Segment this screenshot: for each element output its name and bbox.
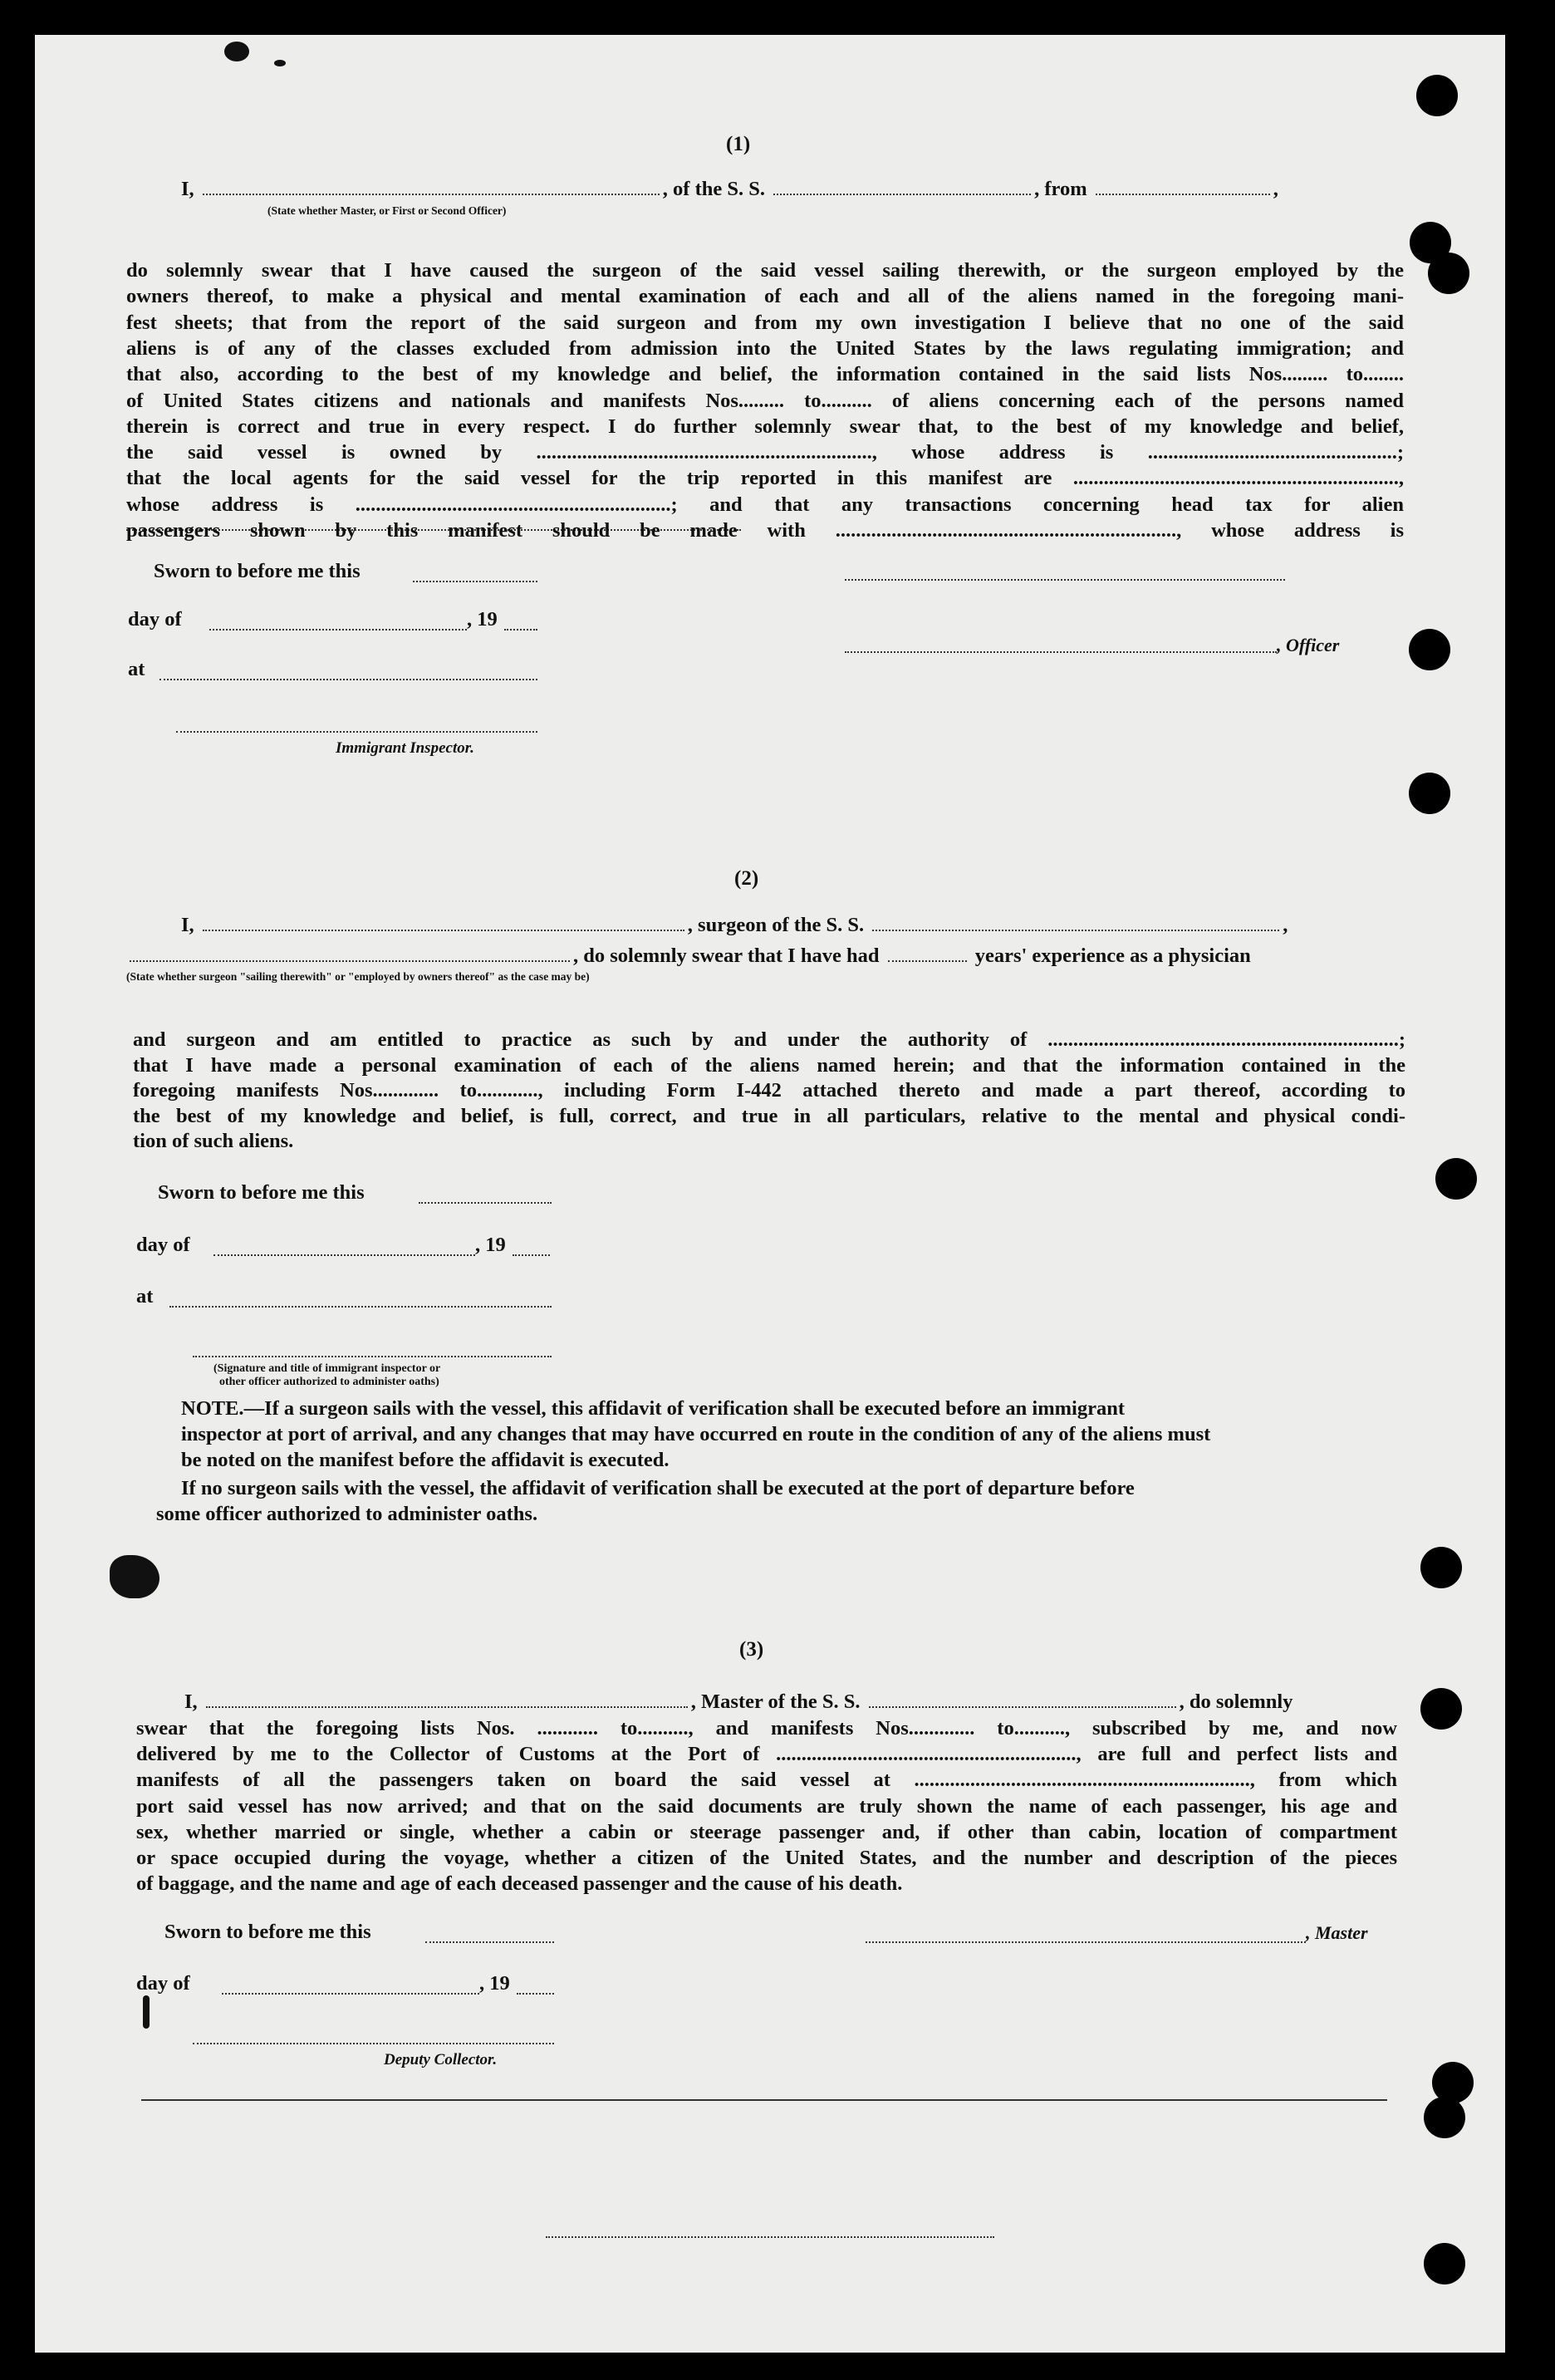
- vessel-name-field[interactable]: [869, 1693, 1176, 1708]
- text-I: I,: [181, 178, 194, 200]
- punch-hole: [1435, 1158, 1477, 1200]
- year-label: , 19: [467, 608, 498, 631]
- oath-text-line: whose address is ..............................................................; and that any transactions concerning head tax for alien: [126, 493, 1404, 516]
- punch-hole: [1416, 75, 1458, 116]
- master-oath-text-line: or space occupied during the voyage, whether a citizen of the United States, and the number and description of the pieces: [136, 1847, 1397, 1869]
- punch-hole: [1424, 2097, 1465, 2138]
- surgeon-caption: (State whether surgeon "sailing therewith" or "employed by owners thereof" as the case may be): [126, 970, 590, 983]
- section-number: (1): [726, 133, 751, 155]
- master-oath-text-line: of baggage, and the name and age of each deceased passenger and the cause of his death.: [136, 1872, 903, 1896]
- bleed-through-text: [184, 135, 199, 163]
- inspector-signature-line[interactable]: [176, 731, 537, 733]
- sworn-date-field[interactable]: [425, 1941, 554, 1943]
- year-field[interactable]: [513, 1254, 550, 1256]
- inspector-label: Immigrant Inspector.: [336, 739, 474, 757]
- text-master-of-ss: , Master of the S. S.: [690, 1691, 861, 1713]
- day-of-label: day of: [128, 608, 182, 631]
- section-number: (3): [739, 1638, 764, 1661]
- master-oath-text-line: swear that the foregoing lists Nos. ............ to.........., and manifests Nos............. to.........., subscribed by me, and now: [136, 1717, 1397, 1740]
- oath-text-line: therein is correct and true in every respect. I do further solemnly swear that, to the best of my knowledge and belief,: [126, 415, 1404, 438]
- surgeon-oath-text-line: tion of such aliens.: [133, 1130, 294, 1152]
- master-oath-text-line: manifests of all the passengers taken on board the said vessel at .................................................................., from which: [136, 1769, 1397, 1792]
- surgeon-type-field[interactable]: [130, 947, 570, 962]
- oath-text-line: fest sheets; that from the report of the said surgeon and from my own investigation I believe that no one of the said: [126, 311, 1404, 334]
- year-field[interactable]: [504, 629, 537, 631]
- day-of-label: day of: [136, 1234, 190, 1256]
- day-of-label: day of: [136, 1972, 190, 1995]
- surgeon-oath-text-line: foregoing manifests Nos............. to............, including Form I-442 attached thereto and made a part thereof, according to: [133, 1079, 1405, 1102]
- vessel-name-field[interactable]: [773, 180, 1031, 195]
- note2-paragraph-line: some officer authorized to administer oaths.: [156, 1503, 538, 1525]
- note-paragraph-line: inspector at port of arrival, and any changes that may have occurred en route in the condition of any of the aliens must: [181, 1423, 1211, 1445]
- at-label: at: [136, 1285, 154, 1308]
- note-paragraph-line: [181, 1397, 1125, 1421]
- text-I: I,: [181, 914, 194, 936]
- surgeon-line: I, , surgeon of the S. S. ,: [181, 914, 1288, 936]
- bottom-rule: [141, 2099, 1387, 2101]
- section-number: (2): [734, 867, 759, 890]
- oath-text-line: that the local agents for the said vessel for the trip reported in this manifest are ................................................................,: [126, 467, 1404, 490]
- master-name-field[interactable]: [206, 1693, 688, 1708]
- years-field[interactable]: [888, 947, 967, 962]
- punch-hole: [1420, 1547, 1462, 1588]
- ink-spot: [143, 1995, 150, 2029]
- oath-text-line: aliens is of any of the classes excluded from admission into the United States by the laws regulating immigration; and: [126, 336, 1404, 360]
- text-do-solemnly: , do solemnly: [1179, 1691, 1293, 1713]
- surgeon-oath-text-line: and surgeon and am entitled to practice as such by and under the authority of .....................................................................;: [133, 1028, 1405, 1051]
- sworn-date-field[interactable]: [413, 581, 537, 582]
- collector-label: Deputy Collector.: [384, 2051, 498, 2068]
- punch-hole: [1420, 1688, 1462, 1730]
- sworn-label: Sworn to before me this: [164, 1921, 371, 1943]
- oath-text-line: the said vessel is owned by .................................................................., whose address is .................................................;: [126, 441, 1404, 464]
- inspector-signature-line[interactable]: [193, 1356, 552, 1357]
- note-paragraph-line: be noted on the manifest before the affidavit is executed.: [181, 1449, 670, 1471]
- day-field[interactable]: [213, 1254, 475, 1256]
- bottom-dotted-line: [546, 2236, 994, 2238]
- text-years: years' experience as a physician: [974, 945, 1251, 967]
- punch-hole: [1409, 773, 1450, 814]
- oath-text-line: do solemnly swear that I have caused the surgeon of the said vessel sailing therewith, or the surgeon employed by the: [126, 259, 1404, 282]
- sig-caption-line-1: (Signature and title of immigrant inspector or: [213, 1362, 441, 1375]
- oath-text-line: that also, according to the best of my knowledge and belief, the information contained in the said lists Nos......... to........: [126, 363, 1404, 386]
- sig-caption-line-2: other officer authorized to administer oaths): [219, 1376, 439, 1388]
- surgeon-oath-text-line: the best of my knowledge and belief, is full, correct, and true in all particulars, relative to the mental and physical condi-: [133, 1104, 1405, 1127]
- note2-paragraph-line: If no surgeon sails with the vessel, the affidavit of verification shall be executed at the port of departure before: [181, 1477, 1135, 1499]
- text-of-ss: , of the S. S.: [662, 178, 765, 200]
- collector-signature-line[interactable]: [193, 2043, 554, 2044]
- text-I: I,: [184, 1691, 198, 1713]
- sworn-label: Sworn to before me this: [158, 1181, 365, 1204]
- officer-label: , Officer: [1277, 635, 1340, 655]
- oath-text-line: of United States citizens and nationals and manifests Nos......... to.......... of aliens concerning each of the persons named: [126, 389, 1404, 412]
- ink-spot: [110, 1555, 159, 1598]
- surgeon-name-field[interactable]: [203, 916, 684, 931]
- at-field[interactable]: [169, 1306, 552, 1308]
- master-line: [184, 1691, 1391, 1714]
- ink-spot: [224, 42, 249, 61]
- text-surgeon-of-ss: , surgeon of the S. S.: [687, 914, 865, 936]
- officer-caption: (State whether Master, or First or Second Officer): [267, 204, 507, 217]
- manifest-oath-page: [35, 35, 1505, 2353]
- master-oath-text-line: delivered by me to the Collector of Customs at the Port of ..........................................................., are full and perfect lists and: [136, 1743, 1397, 1766]
- officer-signature-line-1[interactable]: [845, 579, 1285, 581]
- officer-signature-line-2[interactable]: [845, 651, 1277, 653]
- oath-text-line: passengers shown by this manifest should be made with ..................................................................., whose address is: [126, 519, 1404, 542]
- officer-name-field[interactable]: [203, 180, 660, 195]
- ink-spot: [274, 60, 286, 66]
- master-label: , Master: [1306, 1922, 1368, 1943]
- officer-line: I, , of the S. S. , from ,: [181, 178, 1278, 200]
- year-field[interactable]: [517, 1993, 554, 1995]
- note-label: NOTE.: [181, 1397, 244, 1420]
- at-label: at: [128, 658, 145, 680]
- note-text: —If a surgeon sails with the vessel, this affidavit of verification shall be executed before an immigrant: [243, 1397, 1126, 1420]
- day-field[interactable]: [209, 629, 467, 631]
- day-field[interactable]: [222, 1993, 479, 1995]
- punch-hole: [1409, 629, 1450, 670]
- vessel-name-field[interactable]: [872, 916, 1279, 931]
- oath-text-line: owners thereof, to make a physical and mental examination of each and all of the aliens named in the foregoing mani-: [126, 285, 1404, 308]
- year-label: , 19: [475, 1234, 506, 1256]
- text-swear: , do solemnly swear that I have had: [573, 945, 880, 967]
- at-field[interactable]: [159, 679, 537, 680]
- punch-hole: [1428, 253, 1469, 294]
- surgeon-line-2: [126, 945, 1399, 968]
- sworn-label: Sworn to before me this: [154, 560, 361, 582]
- sworn-date-field[interactable]: [419, 1202, 552, 1204]
- punch-hole: [1424, 2243, 1465, 2284]
- year-label: , 19: [479, 1972, 510, 1995]
- text-from: , from: [1034, 178, 1087, 200]
- master-signature-line[interactable]: [866, 1941, 1306, 1943]
- master-oath-text-line: sex, whether married or single, whether a cabin or steerage passenger and, if other than cabin, location of compartment: [136, 1820, 1397, 1843]
- surgeon-oath-text-line: that I have made a personal examination of each of the aliens named herein; and that the information contained in the: [133, 1053, 1405, 1077]
- from-port-field[interactable]: [1096, 180, 1270, 195]
- master-oath-text-line: port said vessel has now arrived; and that on the said documents are truly shown the name of each passenger, his age and: [136, 1794, 1397, 1818]
